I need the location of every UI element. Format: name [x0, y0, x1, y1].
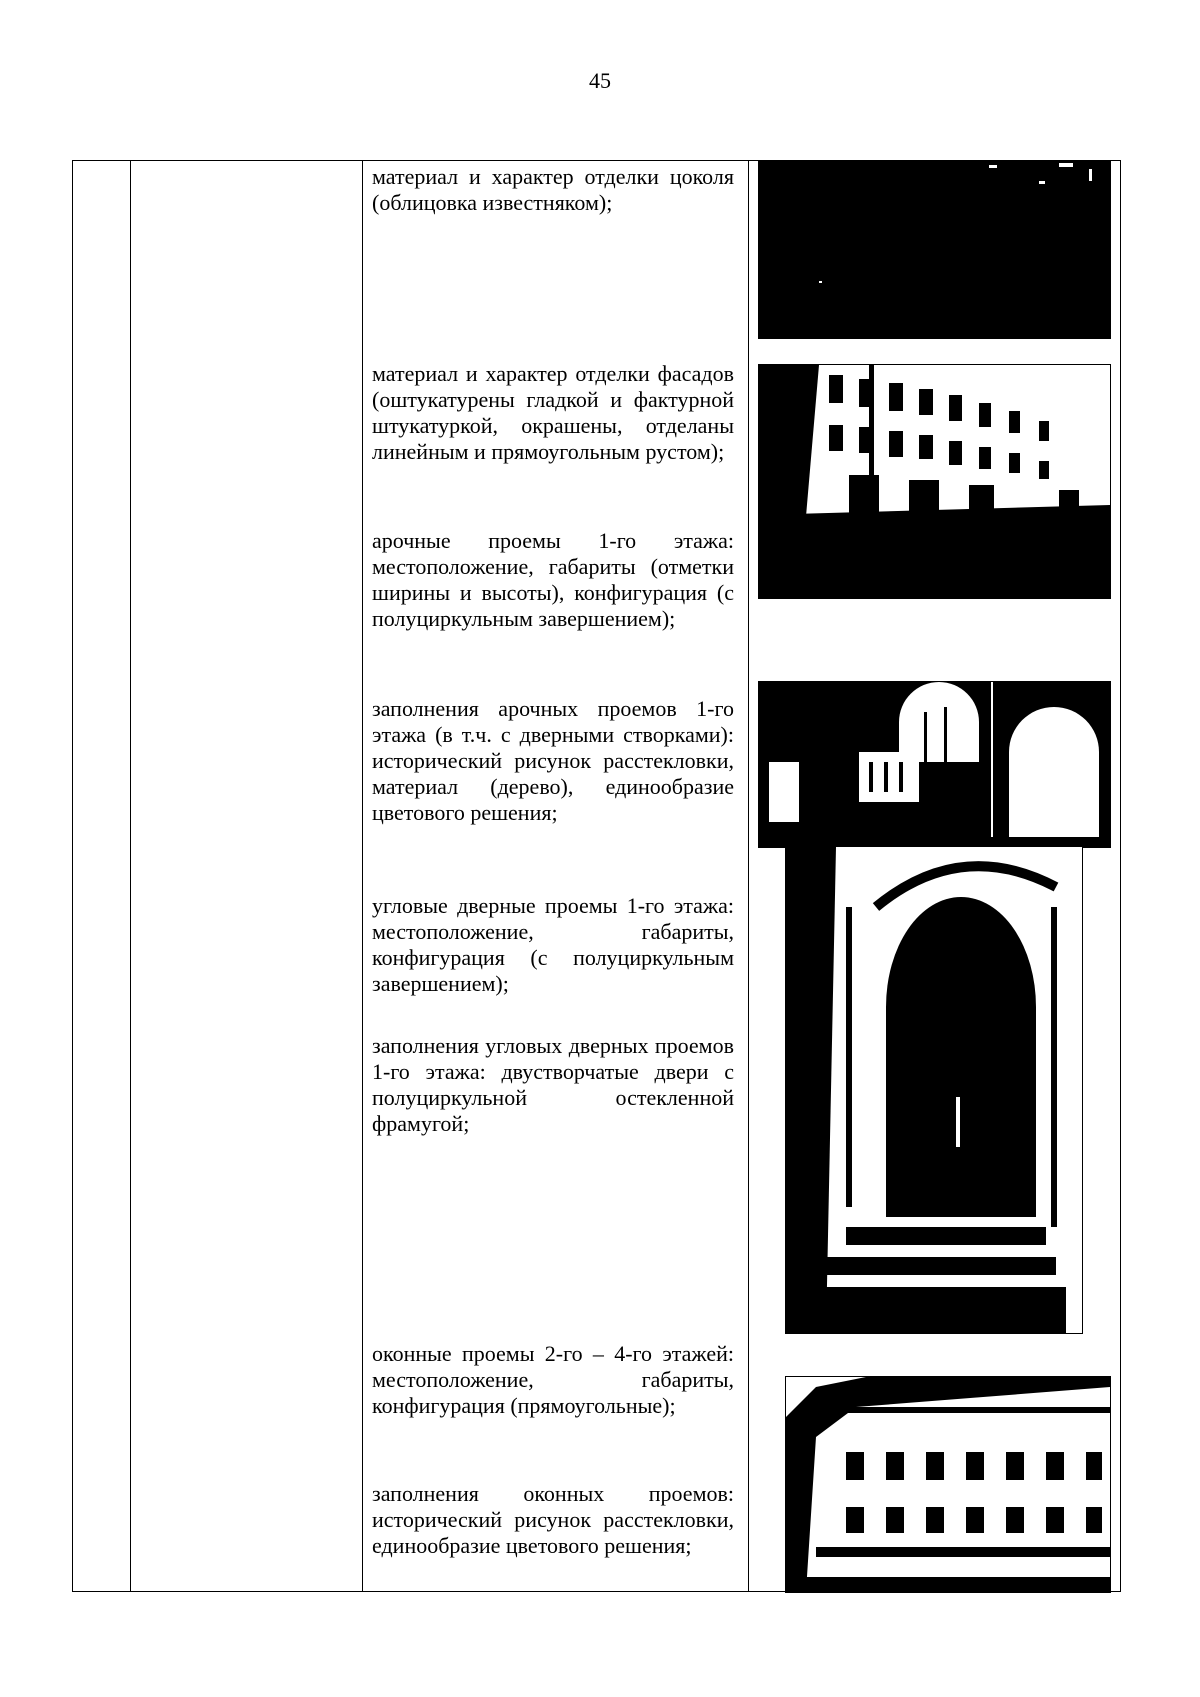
table-column-divider-1: [130, 160, 131, 1592]
paragraph-window-fillings: заполнения оконных проемов: исторический рисунок расстекловки, единообразие цветового решения;: [372, 1481, 734, 1558]
table-left-border: [72, 160, 73, 1592]
paragraph-corner-doors: угловые дверные проемы 1-го этажа: местоположение, габариты, конфигурация (с полуциркульным завершением);: [372, 893, 734, 996]
table-column-divider-3: [748, 160, 749, 1592]
paragraph-arched-openings: арочные проемы 1-го этажа: местоположение, габариты (отметки ширины и высоты), конфигурация (с полуциркульным завершением);: [372, 528, 734, 631]
paragraph-facades: материал и характер отделки фасадов (оштукатурены гладкой и фактурной штукатуркой, окрашены, отделаны линейным и прямоугольным рустом);: [372, 361, 734, 464]
upper-windows-photo: [785, 1376, 1111, 1593]
corner-arched-door-photo: [785, 846, 1083, 1334]
page-number: 45: [589, 68, 611, 93]
arched-openings-photo: [758, 681, 1111, 848]
paragraph-arched-fillings: заполнения арочных проемов 1-го этажа (в т.ч. с дверными створками): исторический рисунок расстекловки, материал (дерево), единообразие цветового решения;: [372, 696, 734, 825]
plinth-limestone-photo: [758, 160, 1111, 339]
paragraph-windows: оконные проемы 2-го – 4-го этажей: местоположение, габариты, конфигурация (прямоугольные);: [372, 1341, 734, 1418]
facade-street-photo: [758, 364, 1111, 599]
table-right-border: [1120, 160, 1121, 1592]
table-column-divider-2: [362, 160, 363, 1592]
paragraph-plinth: материал и характер отделки цоколя (облицовка известняком);: [372, 164, 734, 215]
paragraph-corner-door-fillings: заполнения угловых дверных проемов 1-го этажа: двустворчатые двери с полуциркульной остекленной фрамугой;: [372, 1033, 734, 1136]
